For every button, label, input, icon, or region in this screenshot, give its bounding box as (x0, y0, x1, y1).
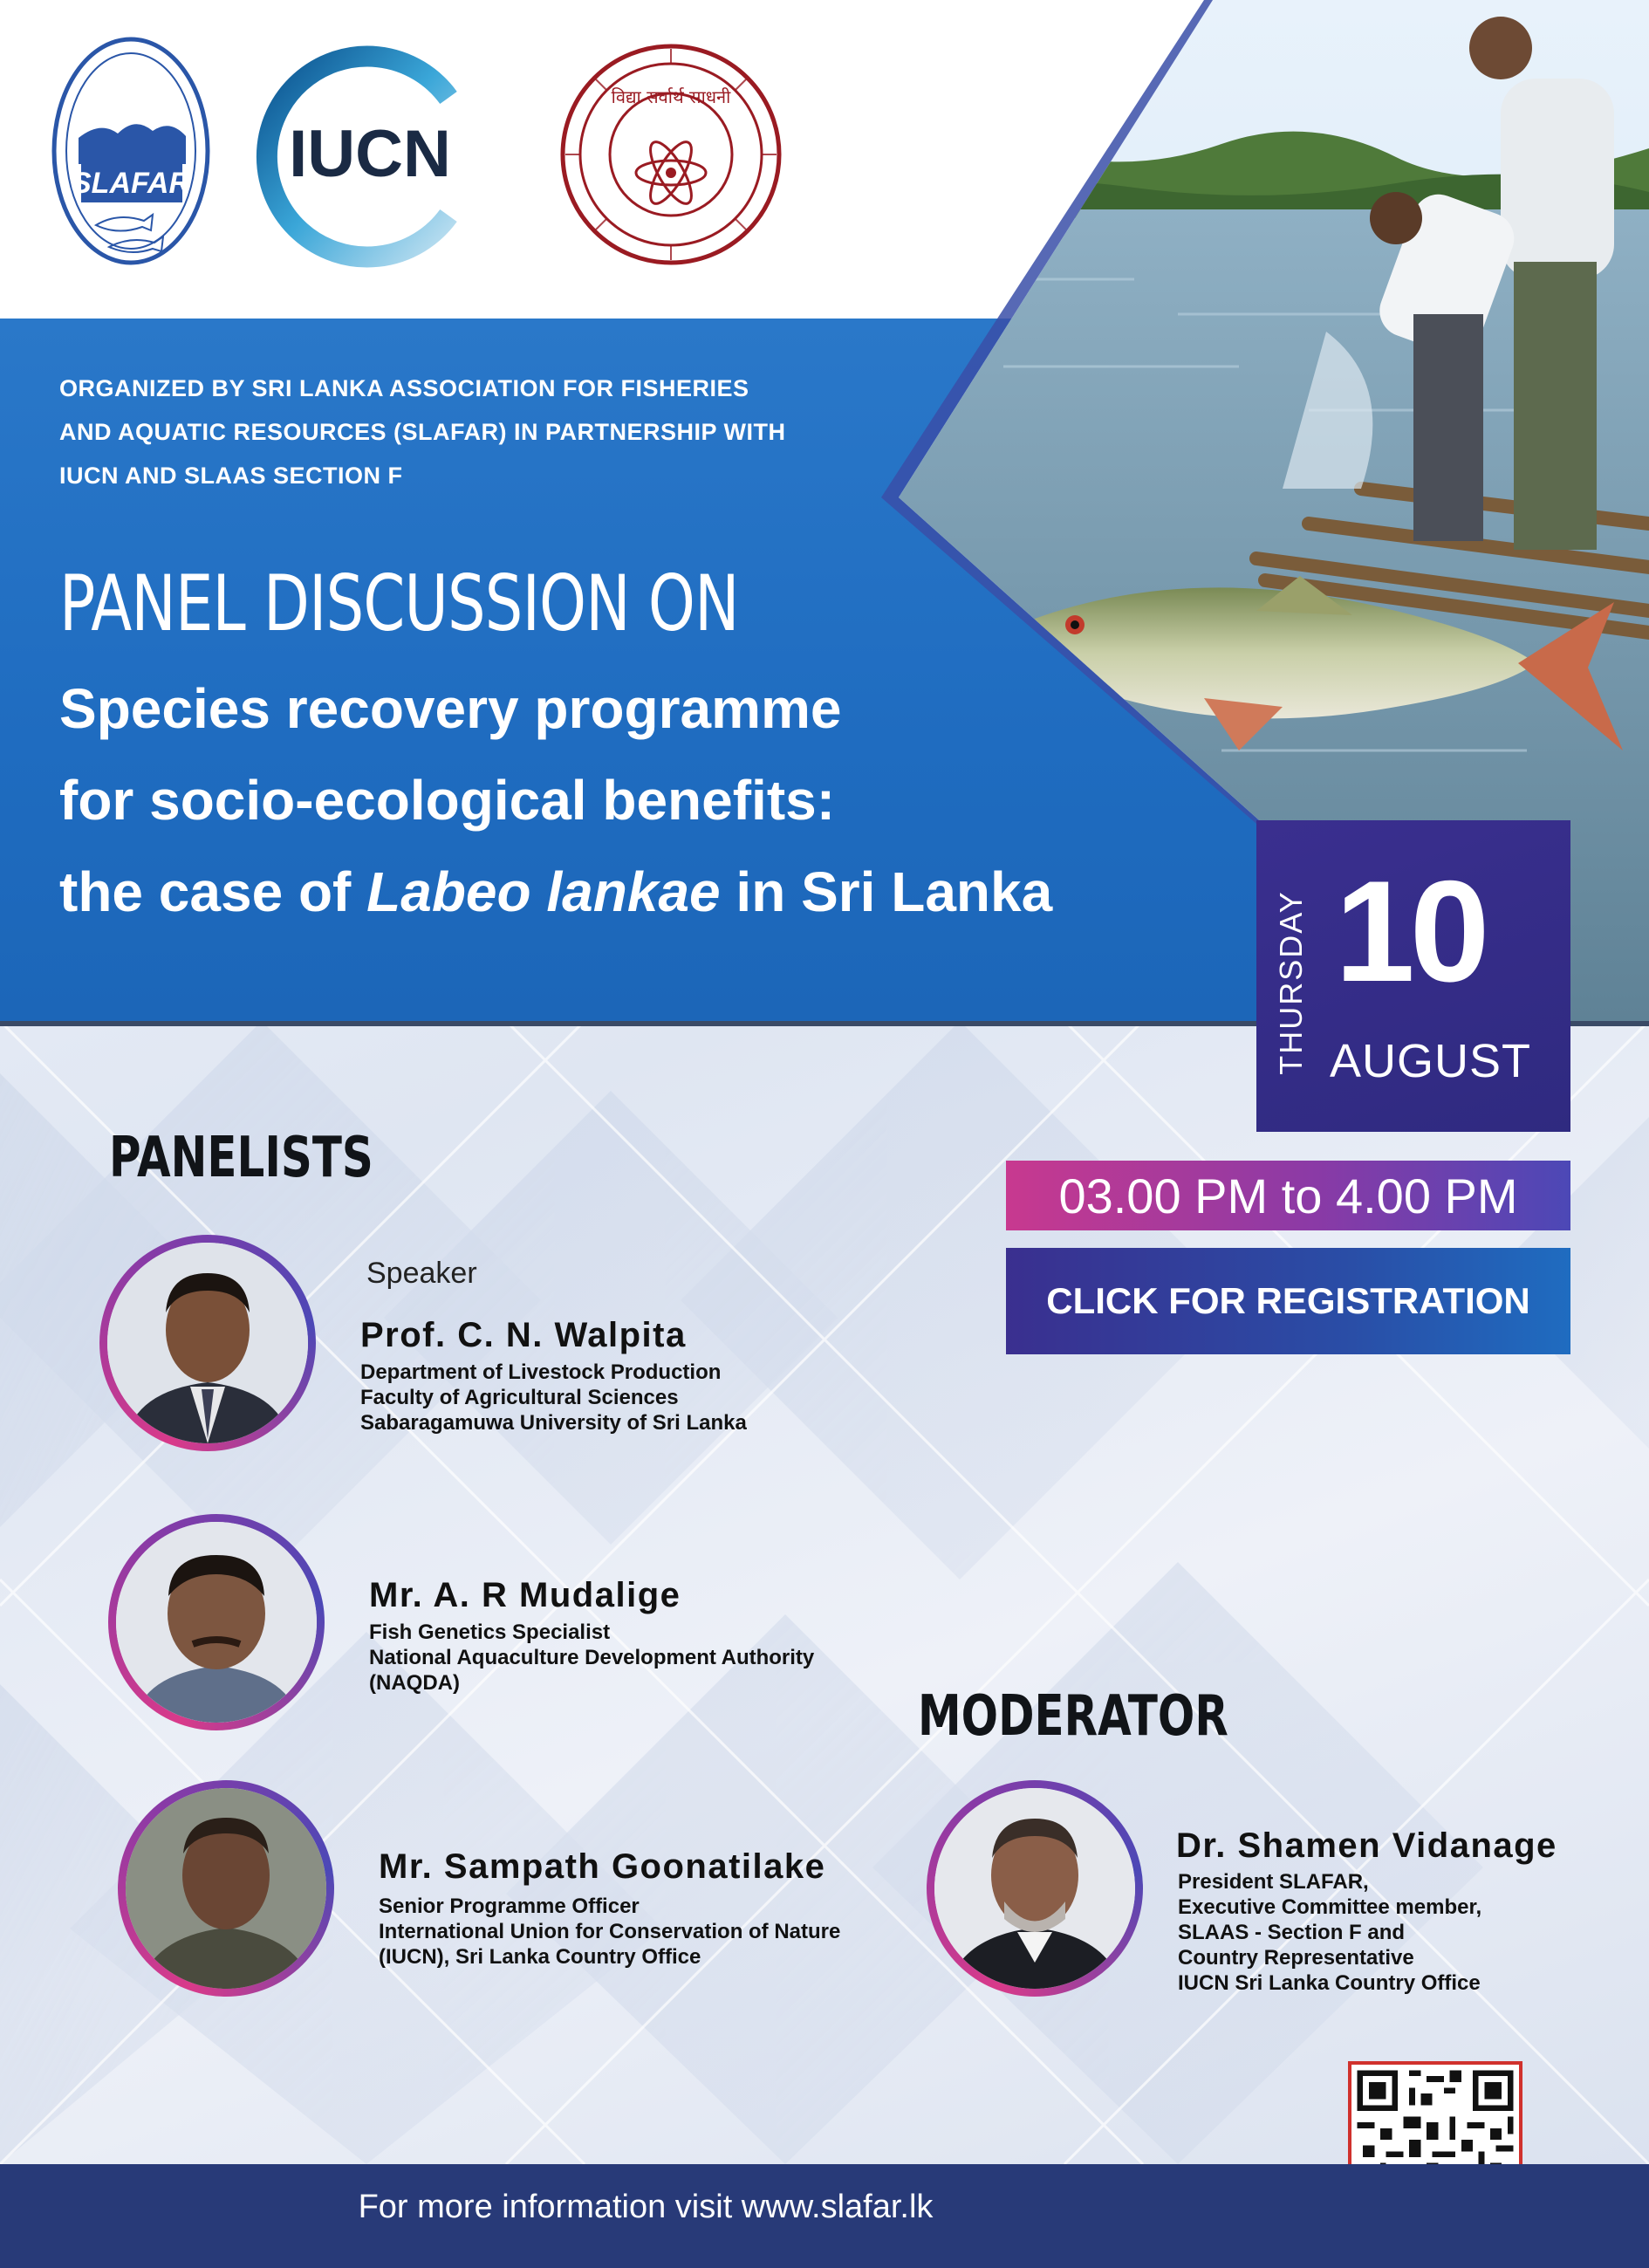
panelist-1-avatar (107, 1243, 308, 1443)
iucn-logo (246, 45, 483, 268)
affiliation-line: (IUCN), Sri Lanka Country Office (379, 1945, 701, 1969)
affiliation-line: IUCN Sri Lanka Country Office (1178, 1971, 1481, 1995)
moderator-avatar (934, 1788, 1135, 1989)
date-day: 10 (1335, 851, 1485, 1011)
panelist-3-avatar (126, 1788, 326, 1989)
panelist-1-photo (99, 1235, 316, 1451)
slaas-seal-text: विद्या सर्वार्थ साधनी (611, 86, 731, 107)
panelist-3-affiliation (379, 1894, 840, 1970)
species-name: Labeo lankae (366, 860, 721, 923)
organizer-line: ORGANIZED BY SRI LANKA ASSOCIATION FOR FISHERIES (59, 375, 749, 401)
organizer-line: AND AQUATIC RESOURCES (SLAFAR) IN PARTNERSHIP WITH (59, 419, 786, 445)
affiliation-line: Country Representative (1178, 1946, 1414, 1970)
date-month: AUGUST (1330, 1035, 1532, 1087)
affiliation-line: Executive Committee member, (1178, 1895, 1482, 1919)
affiliation-line: Fish Genetics Specialist (369, 1620, 611, 1644)
event-type-heading: PANEL DISCUSSION ON (59, 558, 739, 648)
affiliation-line: International Union for Conservation of Nature (379, 1920, 841, 1943)
moderator-name: Dr. Shamen Vidanage (1176, 1826, 1557, 1865)
affiliation-line: Sabaragamuwa University of Sri Lanka (360, 1411, 747, 1435)
panelist-1-affiliation (360, 1360, 747, 1435)
panelist-2-affiliation (369, 1620, 814, 1696)
moderator-photo (927, 1780, 1143, 1997)
moderator-heading: MODERATOR (918, 1684, 1228, 1749)
weekday-label: THURSDAY (1273, 890, 1309, 1075)
affiliation-line: Senior Programme Officer (379, 1895, 640, 1918)
affiliation-line: SLAAS - Section F and (1178, 1921, 1406, 1944)
panelist-3-name: Mr. Sampath Goonatilake (379, 1847, 826, 1886)
slaas-seal-logo (558, 42, 783, 267)
moderator-affiliation (1178, 1869, 1481, 1996)
panelist-2-name: Mr. A. R Mudalige (369, 1576, 681, 1614)
panelists-heading: PANELISTS (109, 1126, 373, 1190)
date-weekday (1256, 881, 1326, 1073)
affiliation-line: Faculty of Agricultural Sciences (360, 1386, 679, 1409)
panelist-2-photo (108, 1514, 325, 1730)
affiliation-line: National Aquaculture Development Authority (369, 1646, 815, 1669)
affiliation-line: President SLAFAR, (1178, 1870, 1369, 1894)
title-suffix: in Sri Lanka (720, 860, 1053, 923)
footer-info-link[interactable]: For more information visit www.slafar.lk (358, 2189, 934, 2225)
organizer-statement (59, 367, 923, 497)
title-prefix: the case of (59, 860, 367, 923)
affiliation-line: (NAQDA) (369, 1671, 460, 1695)
affiliation-line: Department of Livestock Production (360, 1360, 722, 1384)
iucn-logo-name: IUCN (289, 117, 451, 191)
panelist-2-avatar (116, 1522, 317, 1723)
registration-button[interactable]: CLICK FOR REGISTRATION (1006, 1248, 1570, 1354)
organizer-line: IUCN AND SLAAS SECTION F (59, 463, 403, 489)
event-title-line-1: Species recovery programme (59, 677, 842, 740)
panelist-3-photo (118, 1780, 334, 1997)
panelist-1-name: Prof. C. N. Walpita (360, 1316, 687, 1354)
panelist-1-role: Speaker (366, 1257, 477, 1290)
slafar-logo (48, 33, 214, 269)
event-title-line-2: for socio-ecological benefits: (59, 769, 836, 832)
slafar-logo-name: SLAFAR (72, 167, 190, 200)
event-title-line-3 (59, 860, 1052, 924)
event-time: 03.00 PM to 4.00 PM (1006, 1161, 1570, 1230)
